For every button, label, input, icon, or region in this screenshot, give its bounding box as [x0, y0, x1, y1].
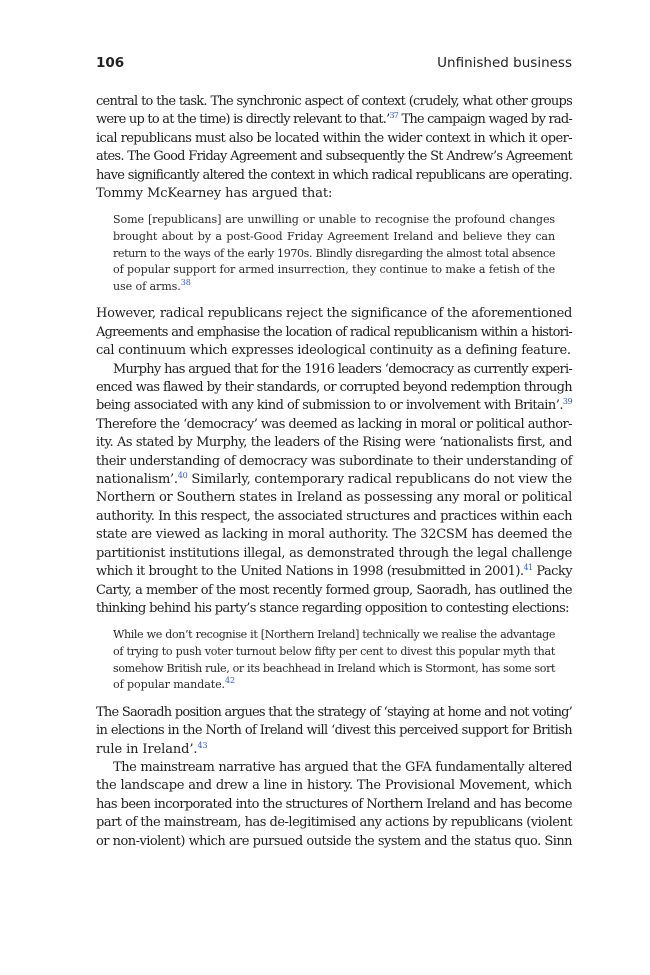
text-line: authority. In this respect, the associated structures and practices within each	[96, 508, 572, 524]
text-line: Therefore the ‘democracy’ was deemed as lacking in moral or political author-	[96, 416, 572, 432]
footnote-ref[interactable]: 41	[523, 563, 533, 573]
body-text	[96, 93, 572, 851]
text-line: However, radical republicans reject the significance of the aforementioned	[96, 306, 573, 322]
quote-line: Some [republicans] are unwilling or unable to recognise the profound changes	[113, 213, 555, 227]
text-line: in elections in the North of Ireland will ‘divest this perceived support for British	[96, 723, 572, 739]
text-span: nationalism’.	[96, 472, 178, 488]
text-line: ity. As stated by Murphy, the leaders of the Rising were ‘nationalists first, and	[96, 435, 572, 451]
text-line: has been incorporated into the structures of Northern Ireland and has become	[96, 796, 572, 812]
quote-line: of popular support for armed insurrection, they continue to make a fetish of the	[113, 263, 556, 277]
text-line: ical republicans must also be located within the wider context in which it oper-	[96, 130, 572, 146]
text-line: Agreements and emphasise the location of radical republicanism within a histori-	[96, 324, 572, 340]
text-span: being associated with any kind of submission to or involvement with Britain’.	[96, 398, 563, 414]
text-line: Murphy has argued that for the 1916 leaders ‘democracy as currently experi-	[113, 361, 572, 377]
quote-line	[113, 677, 555, 694]
paragraph	[96, 93, 572, 203]
text-line: enced was flawed by their standards, or corrupted beyond redemption through	[96, 380, 572, 396]
footnote-ref[interactable]: 37	[389, 111, 399, 121]
paragraph	[96, 361, 572, 619]
footnote-ref[interactable]: 38	[180, 277, 191, 287]
quote-line: While we don’t recognise it [Northern Ireland] technically we realise the advantage	[113, 628, 555, 642]
text-line	[96, 471, 572, 489]
text-line	[96, 397, 572, 415]
text-line	[96, 111, 572, 129]
text-line: their understanding of democracy was subordinate to their understanding of	[96, 453, 572, 469]
footnote-ref[interactable]: 40	[177, 471, 188, 481]
text-span: The campaign waged by rad-	[398, 112, 572, 128]
text-span: Packy	[532, 564, 572, 580]
footnote-ref[interactable]: 42	[224, 676, 235, 686]
text-line: The Saoradh position argues that the strategy of ‘staying at home and not voting’	[96, 704, 572, 720]
paragraph	[96, 704, 572, 759]
text-line: The mainstream narrative has argued that the GFA fundamentally altered	[113, 759, 572, 775]
text-line: ates. The Good Friday Agreement and subsequently the St Andrew’s Agreement	[96, 149, 572, 165]
block-quote	[113, 212, 555, 295]
text-line: partitionist institutions illegal, as demonstrated through the legal challenge	[96, 545, 572, 561]
text-line: Tommy McKearney has argued that:	[96, 186, 333, 202]
text-span: Similarly, contemporary radical republicans do not view the	[187, 472, 572, 488]
running-title: Unfinished business	[437, 55, 572, 71]
text-line: state are viewed as lacking in moral authority. The 32CSM has deemed the	[96, 527, 572, 543]
text-line	[96, 563, 572, 581]
text-line: Northern or Southern states in Ireland as possessing any moral or political	[96, 490, 572, 506]
text-span: rule in Ireland’.	[96, 741, 198, 757]
text-line: central to the task. The synchronic aspect of context (crudely, what other groups	[96, 94, 572, 109]
text-span: which it brought to the United Nations in 1998 (resubmitted in 2001).	[96, 564, 524, 580]
text-line	[96, 741, 572, 759]
text-line: part of the mainstream, has de-legitimised any actions by republicans (violent	[96, 815, 573, 831]
text-span: of popular mandate.	[113, 678, 225, 692]
footnote-ref[interactable]: 43	[197, 740, 208, 750]
paragraph	[96, 759, 572, 851]
quote-line: return to the ways of the early 1970s. Blindly disregarding the almost total absence	[113, 246, 555, 260]
page-number: 106	[96, 55, 125, 71]
quote-line: of trying to push voter turnout below fifty per cent to divest this popular myth that	[113, 644, 555, 658]
running-head	[96, 55, 572, 75]
text-line: thinking behind his party’s stance regarding opposition to contesting elections:	[96, 600, 569, 616]
footnote-ref[interactable]: 39	[562, 397, 572, 407]
quote-line: somehow British rule, or its beachhead in Ireland which is Stormont, has some sort	[113, 661, 556, 675]
text-span: were up to at the time) is directly relevant to that.’	[96, 112, 390, 128]
quote-line: brought about by a post-Good Friday Agreement Ireland and believe they can	[113, 230, 555, 244]
text-line: have significantly altered the context in which radical republicans are operating.	[96, 167, 572, 183]
quote-line	[113, 279, 555, 296]
text-line: cal continuum which expresses ideological continuity as a defining feature.	[96, 343, 571, 359]
text-line: Carty, a member of the most recently formed group, Saoradh, has outlined the	[96, 582, 572, 598]
text-line: or non-violent) which are pursued outside the system and the status quo. Sinn	[96, 833, 572, 849]
block-quote	[113, 627, 555, 693]
paragraph	[96, 305, 572, 360]
text-line: the landscape and drew a line in history. The Provisional Movement, which	[96, 778, 572, 794]
text-span: use of arms.	[113, 279, 181, 293]
